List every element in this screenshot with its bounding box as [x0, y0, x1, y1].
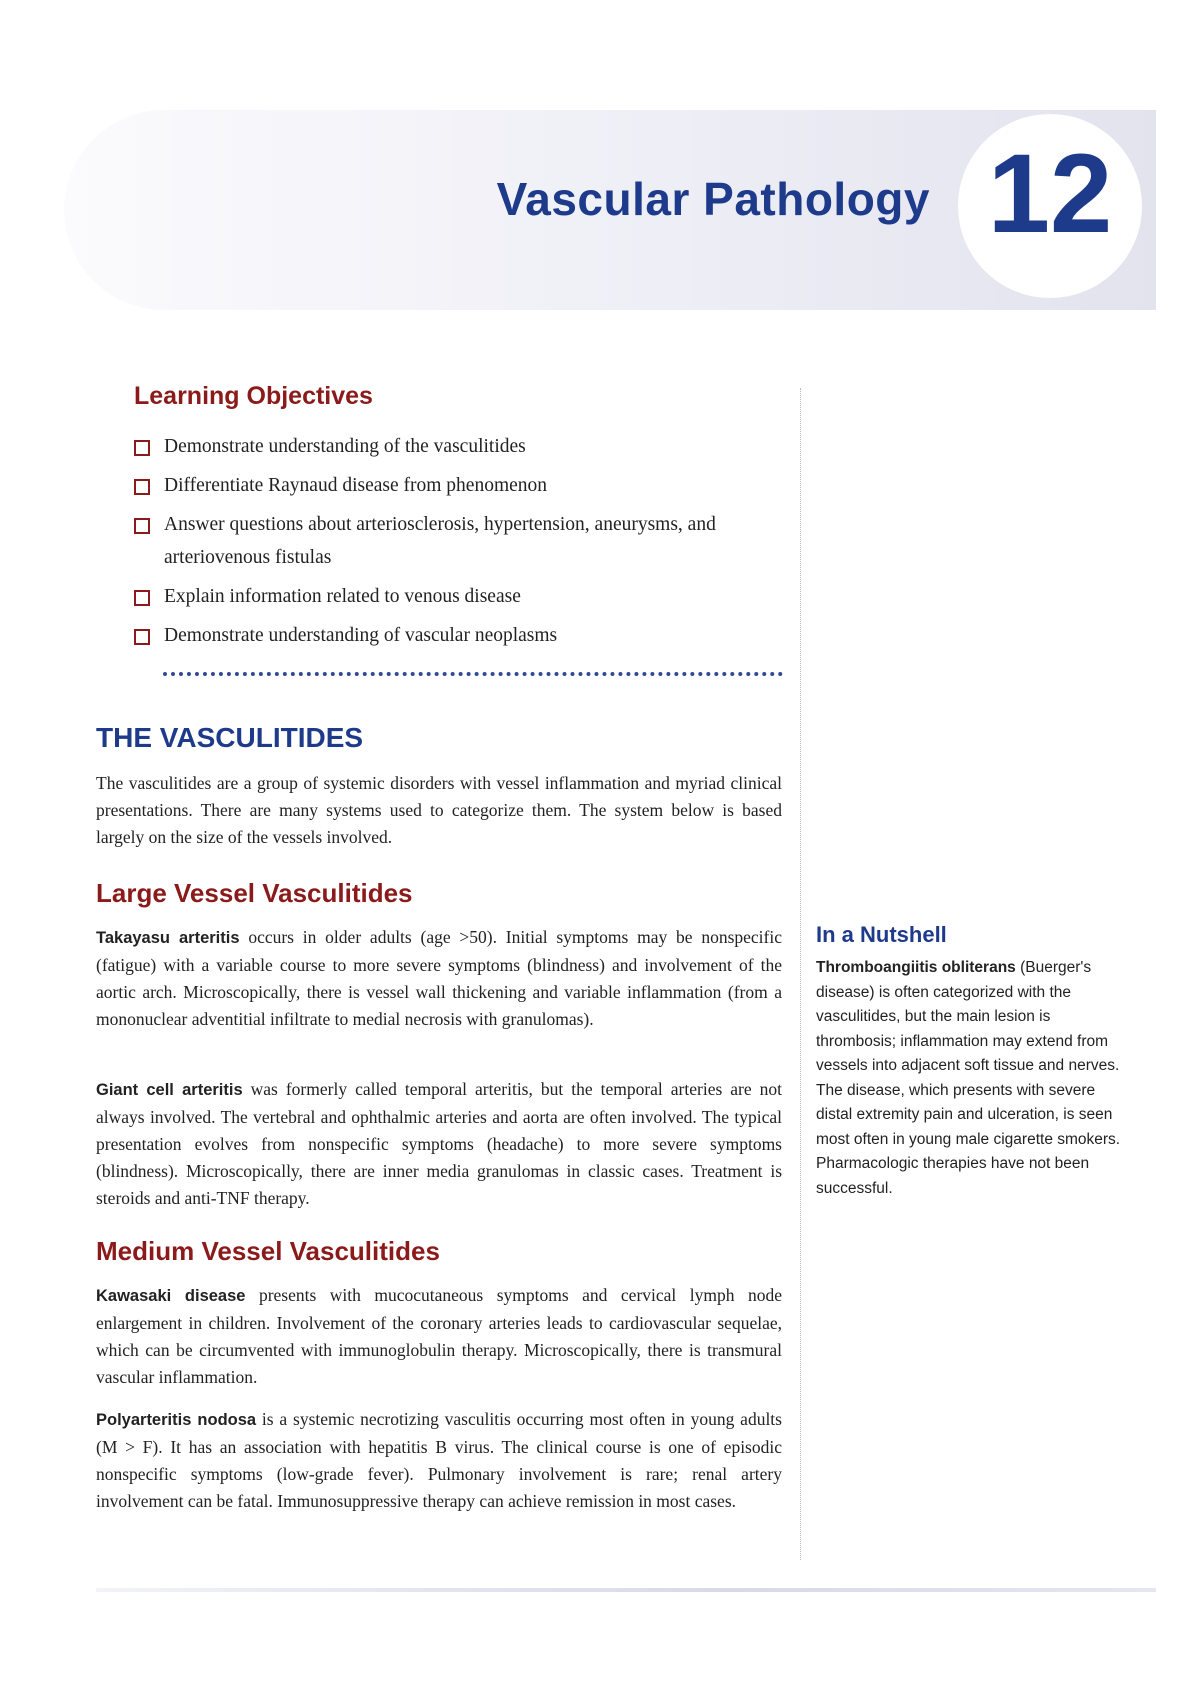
- learning-objective-item: [134, 580, 784, 613]
- objectives-divider: [163, 672, 783, 676]
- polyarteritis-text: is a systemic necrotizing vasculitis occurring most often in young adults (M > F). It has an association with hepatitis B virus. The clinical course is one of episodic nonspecific symptoms (low-grade fever). Pulmonary involvement is rare; renal artery involvement can be fatal. Immunosuppressive therapy can achieve remission in most cases.: [96, 1409, 782, 1511]
- checkbox-icon: [134, 629, 150, 645]
- section-heading: THE VASCULITIDES: [96, 722, 364, 753]
- large-vessel-heading: Large Vessel Vasculitides: [96, 878, 413, 908]
- learning-objective-text: Demonstrate understanding of vascular neoplasms: [164, 625, 558, 646]
- kawasaki-term: Kawasaki disease: [96, 1287, 246, 1305]
- learning-objective-text: Demonstrate understanding of the vasculitides: [164, 436, 526, 457]
- learning-objective-item: [134, 469, 784, 502]
- learning-objective-item: [134, 619, 784, 652]
- learning-objectives-list: [134, 430, 784, 658]
- giant-cell-term: Giant cell arteritis: [96, 1081, 243, 1099]
- learning-objective-text: Differentiate Raynaud disease from phenomenon: [164, 475, 548, 496]
- checkbox-icon: [134, 479, 150, 495]
- sidebar-title: In a Nutshell: [816, 922, 947, 947]
- learning-objectives-title: Learning Objectives: [134, 382, 373, 410]
- checkbox-icon: [134, 518, 150, 534]
- checkbox-icon: [134, 590, 150, 606]
- takayasu-text: occurs in older adults (age >50). Initial symptoms may be nonspecific (fatigue) with a variable course to more severe symptoms (blindness) and involvement of the aortic arch. Microscopically, there is vessel wall thickening and variable inflammation (from a mononuclear adventitial infiltrate to medial necrosis with granulomas).: [96, 927, 782, 1029]
- section-intro: The vasculitides are a group of systemic disorders with vessel inflammation and myriad clinical presentations. There are many systems used to categorize them. The system below is based largely on the size of the vessels involved.: [96, 773, 782, 847]
- sidebar-body: (Buerger's disease) is often categorized with the vasculitides, but the main lesion is thrombosis; inflammation may extend from vessels into adjacent soft tissue and nerves. The disease, which presents with severe distal extremity pain and ulceration, is seen most often in young male cigarette smokers. Pharmacologic therapies have not been successful.: [816, 959, 1121, 1197]
- column-divider: [800, 388, 801, 1560]
- learning-objective-text: Answer questions about arteriosclerosis, hypertension, aneurysms, and arteriovenous fistulas: [164, 514, 716, 568]
- giant-cell-text: was formerly called temporal arteritis, but the temporal arteries are not always involved. The vertebral and ophthalmic arteries and aorta are often involved. The typical presentation evolves from nonspecific symptoms (headache) to more severe symptoms (blindness). Microscopically, there are inner media granulomas in classic cases. Treatment is steroids and anti-TNF therapy.: [96, 1079, 782, 1208]
- polyarteritis-paragraph: [96, 1406, 782, 1515]
- sidebar-text: [816, 956, 1128, 1201]
- medium-vessel-heading: Medium Vessel Vasculitides: [96, 1236, 440, 1266]
- polyarteritis-term: Polyarteritis nodosa: [96, 1411, 257, 1429]
- checkbox-icon: [134, 440, 150, 456]
- chapter-title: Vascular Pathology: [496, 173, 930, 225]
- giant-cell-paragraph: [96, 1076, 782, 1212]
- learning-objective-text: Explain information related to venous disease: [164, 586, 521, 607]
- learning-objective-item: [134, 430, 784, 463]
- sidebar-term: Thromboangiitis obliterans: [816, 959, 1016, 976]
- takayasu-paragraph: [96, 924, 782, 1033]
- takayasu-term: Takayasu arteritis: [96, 929, 240, 947]
- learning-objective-item: [134, 508, 784, 574]
- footer-rule: [96, 1588, 1156, 1592]
- chapter-number: 12: [987, 131, 1113, 256]
- kawasaki-text: presents with mucocutaneous symptoms and cervical lymph node enlargement in children. Involvement of the coronary arteries leads to cardiovascular sequelae, which can be circumvented with immunoglobulin therapy. Microscopically, there is transmural vascular inflammation.: [96, 1285, 782, 1387]
- kawasaki-paragraph: [96, 1282, 782, 1391]
